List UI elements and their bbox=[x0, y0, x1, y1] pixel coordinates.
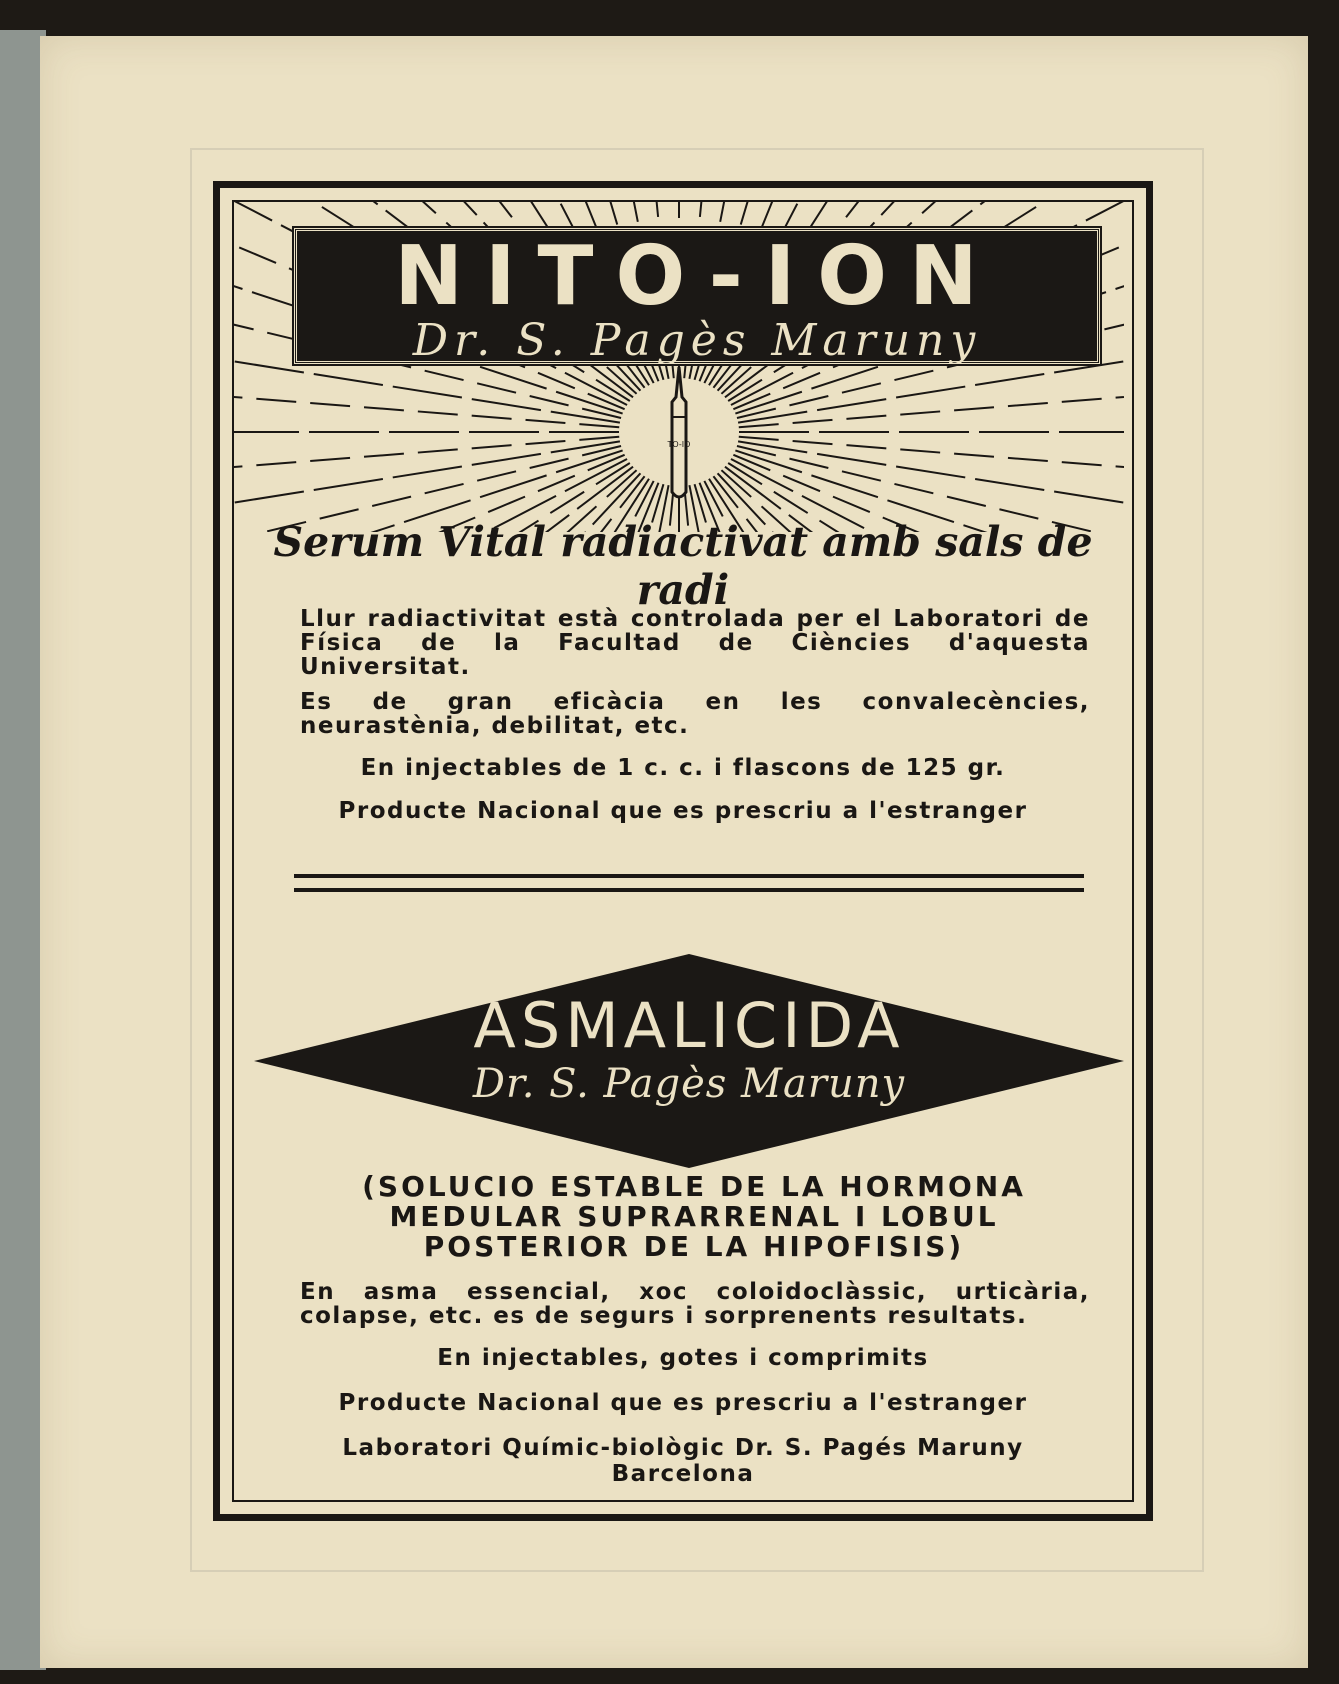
asmalicida-headline-line-3: POSTERIOR DE LA HIPOFISIS) bbox=[423, 1230, 965, 1263]
asmalicida-paragraph: En asma essencial, xoc coloidoclàssic, urticària, colapse, etc. es de segurs i sorprenents resultats. bbox=[300, 1279, 1090, 1329]
advertisement-frame bbox=[213, 181, 1153, 1521]
laboratory-name: Laboratori Químic-biològic Dr. S. Pagés Maruny bbox=[342, 1435, 1024, 1461]
asmalicida-headline bbox=[294, 1172, 1094, 1262]
asmalicida-headline-line-1: (SOLUCIO ESTABLE DE LA HORMONA bbox=[362, 1170, 1026, 1203]
nito-ion-paragraph-1: Llur radiactivitat està controlada per el Laboratori de Física de la Facultad de Ciències d'aquesta Universitat. bbox=[300, 606, 1090, 680]
ampoule-label: TO-IO bbox=[667, 440, 691, 449]
asmalicida-diamond bbox=[254, 954, 1124, 1169]
ampoule-icon bbox=[667, 367, 691, 497]
asmalicida-brand: ASMALICIDA bbox=[473, 989, 905, 1062]
asmalicida-presentation: En injectables, gotes i comprimits bbox=[437, 1345, 929, 1371]
asmalicida-doctor: Dr. S. Pagès Maruny bbox=[472, 1061, 906, 1107]
page-sheet bbox=[40, 36, 1308, 1668]
ray-line bbox=[738, 441, 1124, 525]
nito-ion-national: Producte Nacional que es prescriu a l'estranger bbox=[338, 798, 1028, 824]
asmalicida-headline-line-2: MEDULAR SUPRARRENAL I LOBUL bbox=[389, 1200, 999, 1233]
nito-ion-banner bbox=[294, 228, 1100, 364]
asmalicida-national: Producte Nacional que es prescriu a l'estranger bbox=[338, 1390, 1028, 1416]
nito-ion-tagline: Serum Vital radiactivat amb sals de radi bbox=[273, 518, 1093, 614]
divider-rule-bottom bbox=[294, 888, 1084, 892]
ray-line bbox=[234, 441, 620, 525]
laboratory-city: Barcelona bbox=[611, 1461, 755, 1487]
divider-rule-top bbox=[294, 874, 1084, 878]
nito-ion-doctor: Dr. S. Pagès Maruny bbox=[412, 315, 982, 366]
nito-ion-presentation: En injectables de 1 c. c. i flascons de 125 gr. bbox=[360, 755, 1006, 781]
nito-ion-paragraph-2: Es de gran eficàcia en les convalecències, neurastènia, debilitat, etc. bbox=[300, 689, 1090, 739]
nito-ion-brand: NITO-ION bbox=[394, 229, 1000, 324]
advertisement-inner-border bbox=[232, 200, 1134, 1502]
